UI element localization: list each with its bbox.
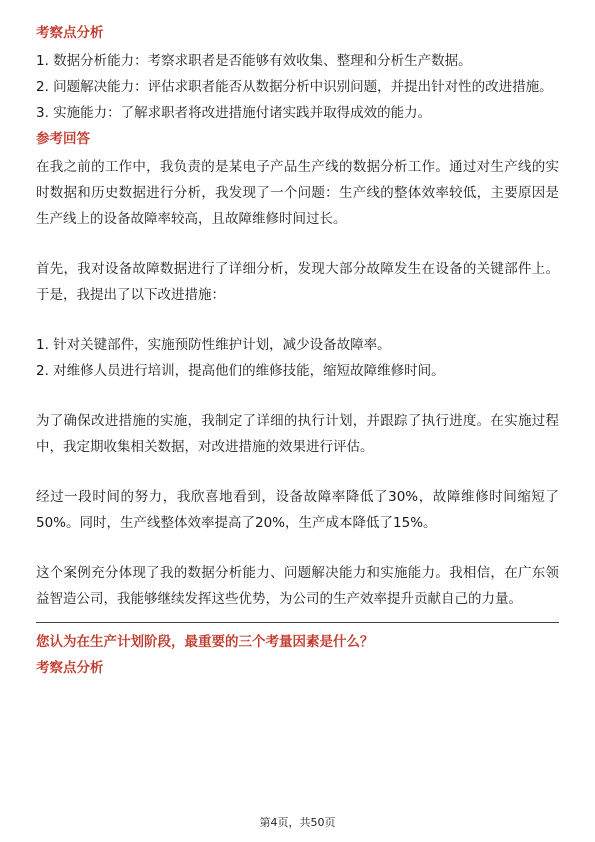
analysis-item-1: 1. 数据分析能力：考察求职者是否能够有效收集、整理和分析生产数据。 (36, 53, 472, 69)
document-page (36, 22, 559, 683)
next-question: 您认为在生产计划阶段，最重要的三个考量因素是什么？ (36, 634, 374, 650)
answer-measure-1: 1. 针对关键部件，实施预防性维护计划，减少设备故障率。 (36, 337, 391, 353)
analysis-item-3: 3. 实施能力：了解求职者将改进措施付诸实践并取得成效的能力。 (36, 105, 432, 121)
section-title-analysis-next: 考察点分析 (36, 660, 104, 676)
answer-paragraph-1: 在我之前的工作中，我负责的是某电子产品生产线的数据分析工作。通过对生产线的实时数据和历史数据进行分析，我发现了一个问题：生产线的整体效率较低，主要原因是生产线上的设备故障率较高，且故障维修时间过长。 (36, 159, 559, 227)
answer-measure-2: 2. 对维修人员进行培训，提高他们的维修技能，缩短故障维修时间。 (36, 363, 445, 379)
answer-paragraph-4: 经过一段时间的努力，我欣喜地看到，设备故障率降低了30%，故障维修时间缩短了50%。同时，生产线整体效率提高了20%，生产成本降低了15%。 (36, 489, 559, 531)
section-title-answer: 参考回答 (36, 131, 90, 147)
answer-paragraph-5: 这个案例充分体现了我的数据分析能力、问题解决能力和实施能力。我相信，在广东领益智造公司，我能够继续发挥这些优势，为公司的生产效率提升贡献自己的力量。 (36, 565, 559, 607)
answer-paragraph-2: 首先，我对设备故障数据进行了详细分析，发现大部分故障发生在设备的关键部件上。于是，我提出了以下改进措施： (36, 261, 559, 303)
analysis-item-2: 2. 问题解决能力：评估求职者能否从数据分析中识别问题，并提出针对性的改进措施。 (36, 79, 553, 95)
section-divider (36, 622, 559, 623)
answer-paragraph-3: 为了确保改进措施的实施，我制定了详细的执行计划，并跟踪了执行进度。在实施过程中，我定期收集相关数据，对改进措施的效果进行评估。 (36, 413, 559, 455)
page-footer: 第4页，共50页 (259, 816, 336, 829)
section-title-analysis: 考察点分析 (36, 25, 104, 41)
